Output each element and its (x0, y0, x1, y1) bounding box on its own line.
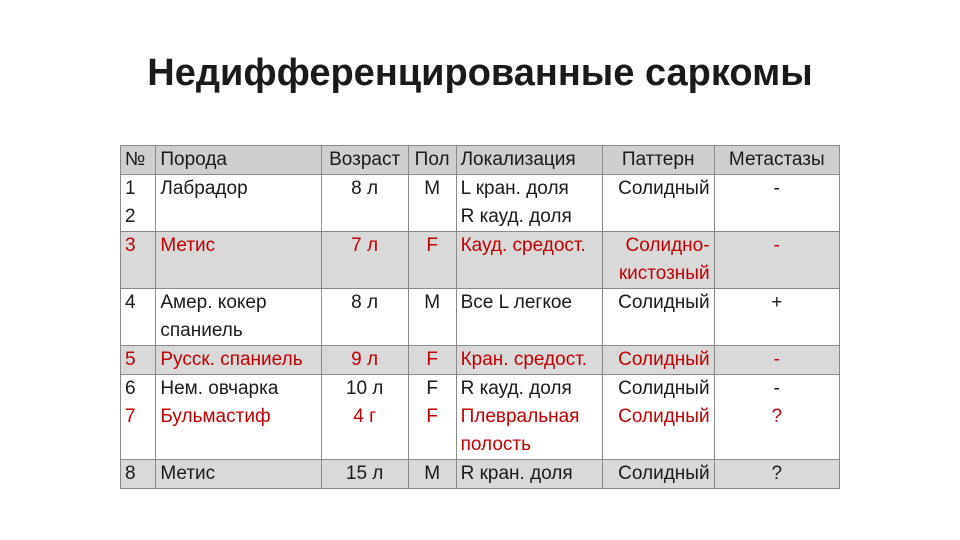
col-header-localization: Локализация (456, 146, 602, 175)
row-pattern: Солидно- кистозный (602, 232, 714, 289)
row-pattern-7: Солидный (618, 406, 710, 427)
row-age: 7 л (321, 232, 408, 289)
row-age-7: 4 г (353, 406, 377, 427)
table-row (121, 346, 840, 375)
row-breed: Русск. спаниель (156, 346, 321, 375)
row-localization: Кауд. средост. (456, 232, 602, 289)
row-breed: Амер. кокер спаниель (156, 289, 321, 346)
row-breed-7: Бульмастиф (160, 406, 271, 427)
row-localization: Кран. средост. (456, 346, 602, 375)
page-title: Недифференцированные саркомы (147, 52, 813, 94)
col-header-pattern: Паттерн (602, 146, 714, 175)
row-localization (456, 375, 602, 460)
row-breed: Лабрадор (156, 175, 321, 232)
row-num: 8 (121, 460, 156, 489)
row-localization-6: R кауд. доля (460, 378, 572, 399)
row-num: 5 (121, 346, 156, 375)
row-localization: R кран. доля (456, 460, 602, 489)
row-metastases (714, 375, 839, 460)
row-sex: F (408, 232, 456, 289)
row-pattern: Солидный (602, 289, 714, 346)
row-sex: M (408, 460, 456, 489)
row-num (121, 375, 156, 460)
row-age: 8 л (321, 289, 408, 346)
row-localization: L кран. доля R кауд. доля (456, 175, 602, 232)
col-header-breed: Порода (156, 146, 321, 175)
row-localization: Все L легкое (456, 289, 602, 346)
row-metastases-7: ? (771, 406, 783, 427)
row-sex: F (408, 346, 456, 375)
row-localization-7: Плевральная полость (460, 406, 580, 455)
row-pattern: Солидный (602, 175, 714, 232)
table-row (121, 375, 840, 460)
table-row (121, 289, 840, 346)
table-row (121, 460, 840, 489)
row-sex (408, 375, 456, 460)
row-num-6: 6 (125, 378, 136, 399)
table-row (121, 232, 840, 289)
col-header-sex: Пол (408, 146, 456, 175)
col-header-age: Возраст (321, 146, 408, 175)
row-breed: Метис (156, 460, 321, 489)
sarcoma-table (120, 145, 840, 489)
row-sex: M (408, 289, 456, 346)
row-num-7: 7 (125, 406, 136, 427)
row-metastases: ? (714, 460, 839, 489)
row-sex-7: F (426, 406, 438, 427)
row-num: 4 (121, 289, 156, 346)
row-pattern (602, 375, 714, 460)
row-metastases: - (714, 175, 839, 232)
row-num: 3 (121, 232, 156, 289)
row-num: 1 2 (121, 175, 156, 232)
row-age-6: 10 л (345, 378, 384, 399)
table-row (121, 175, 840, 232)
row-metastases: + (714, 289, 839, 346)
col-header-metastases: Метастазы (714, 146, 839, 175)
row-breed: Метис (156, 232, 321, 289)
col-header-num: № (121, 146, 156, 175)
row-age: 15 л (321, 460, 408, 489)
row-metastases: - (714, 232, 839, 289)
row-age: 9 л (321, 346, 408, 375)
row-sex-6: F (426, 378, 438, 399)
row-metastases: - (714, 346, 839, 375)
row-age (321, 375, 408, 460)
row-pattern: Солидный (602, 460, 714, 489)
row-breed-6: Нем. овчарка (160, 378, 279, 399)
row-sex: M (408, 175, 456, 232)
row-pattern: Солидный (602, 346, 714, 375)
table-body (121, 175, 840, 489)
row-metastases-6: - (773, 378, 780, 399)
table-header-row (121, 146, 840, 175)
row-age: 8 л (321, 175, 408, 232)
row-breed (156, 375, 321, 460)
row-pattern-6: Солидный (618, 378, 710, 399)
